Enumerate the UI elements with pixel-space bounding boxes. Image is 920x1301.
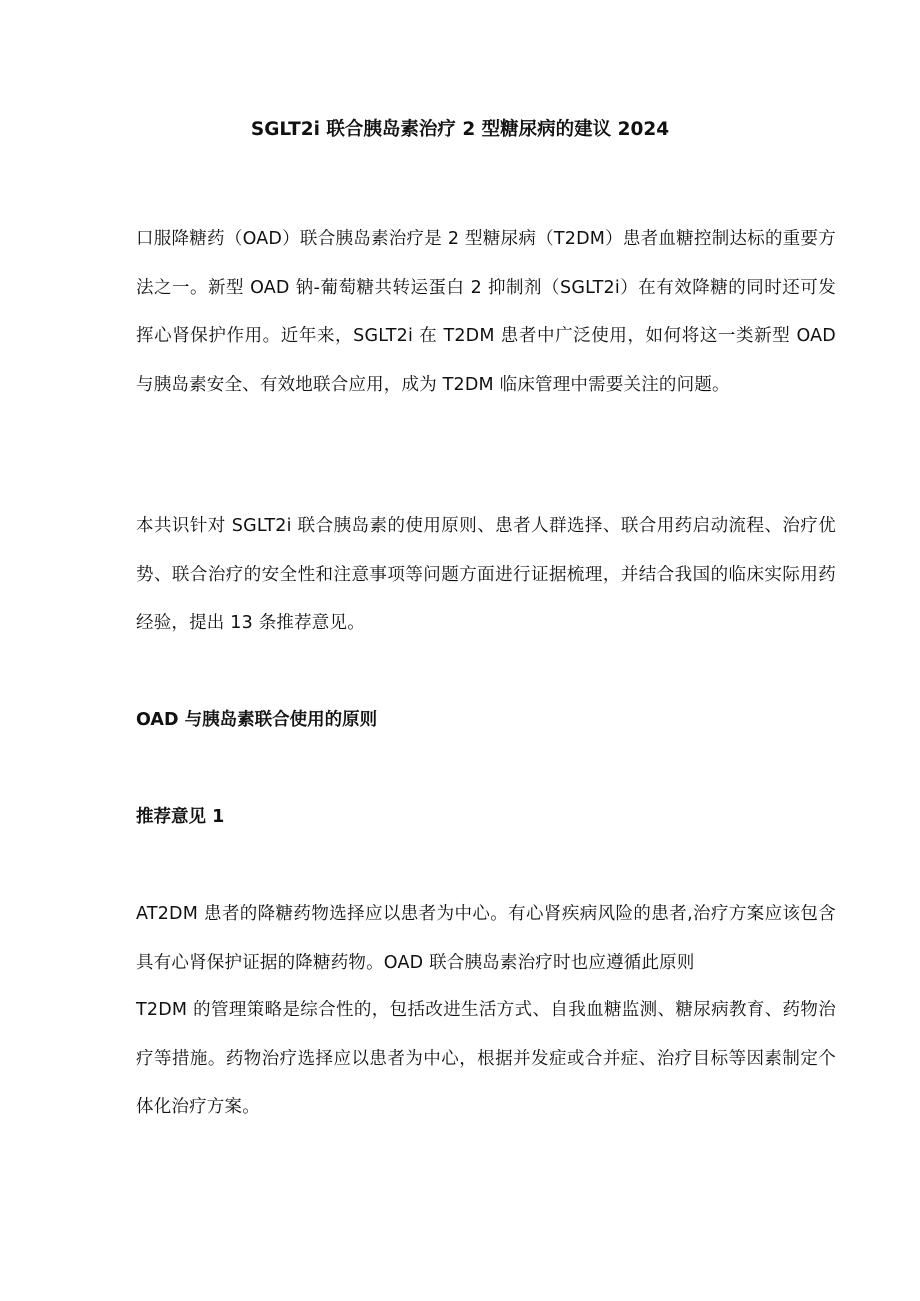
paragraph-intro: 口服降糖药（OAD）联合胰岛素治疗是 2 型糖尿病（T2DM）患者血糖控制达标的重要方法之一。新型 OAD 钠-葡萄糖共转运蛋白 2 抑制剂（SGLT2i）在有效降糖的同时还可发挥心肾保护作用。近年来，SGLT2i 在 T2DM 患者中广泛使用，如何将这一类新型 OAD 与胰岛素安全、有效地联合应用，成为 T2DM 临床管理中需要关注的问题。 (136, 229, 836, 395)
paragraph-consensus-scope: 本共识针对 SGLT2i 联合胰岛素的使用原则、患者人群选择、联合用药启动流程、治疗优势、联合治疗的安全性和注意事项等问题方面进行证据梳理，并结合我国的临床实际用药经验，提出 13 条推荐意见。 (136, 516, 836, 634)
document-title: SGLT2i 联合胰岛素治疗 2 型糖尿病的建议 2024 (250, 119, 670, 140)
section-heading: OAD 与胰岛素联合使用的原则 (136, 710, 378, 730)
recommendation-heading: 推荐意见 1 (136, 807, 225, 827)
paragraph-management-strategy: T2DM 的管理策略是综合性的，包括改进生活方式、自我血糖监测、糖尿病教育、药物治疗等措施。药物治疗选择应以患者为中心，根据并发症或合并症、治疗目标等因素制定个体化治疗方案。 (136, 1000, 836, 1118)
paragraph-recommendation: AT2DM 患者的降糖药物选择应以患者为中心。有心肾疾病风险的患者,治疗方案应该包含具有心肾保护证据的降糖药物。OAD 联合胰岛素治疗时也应遵循此原则 (136, 904, 836, 973)
